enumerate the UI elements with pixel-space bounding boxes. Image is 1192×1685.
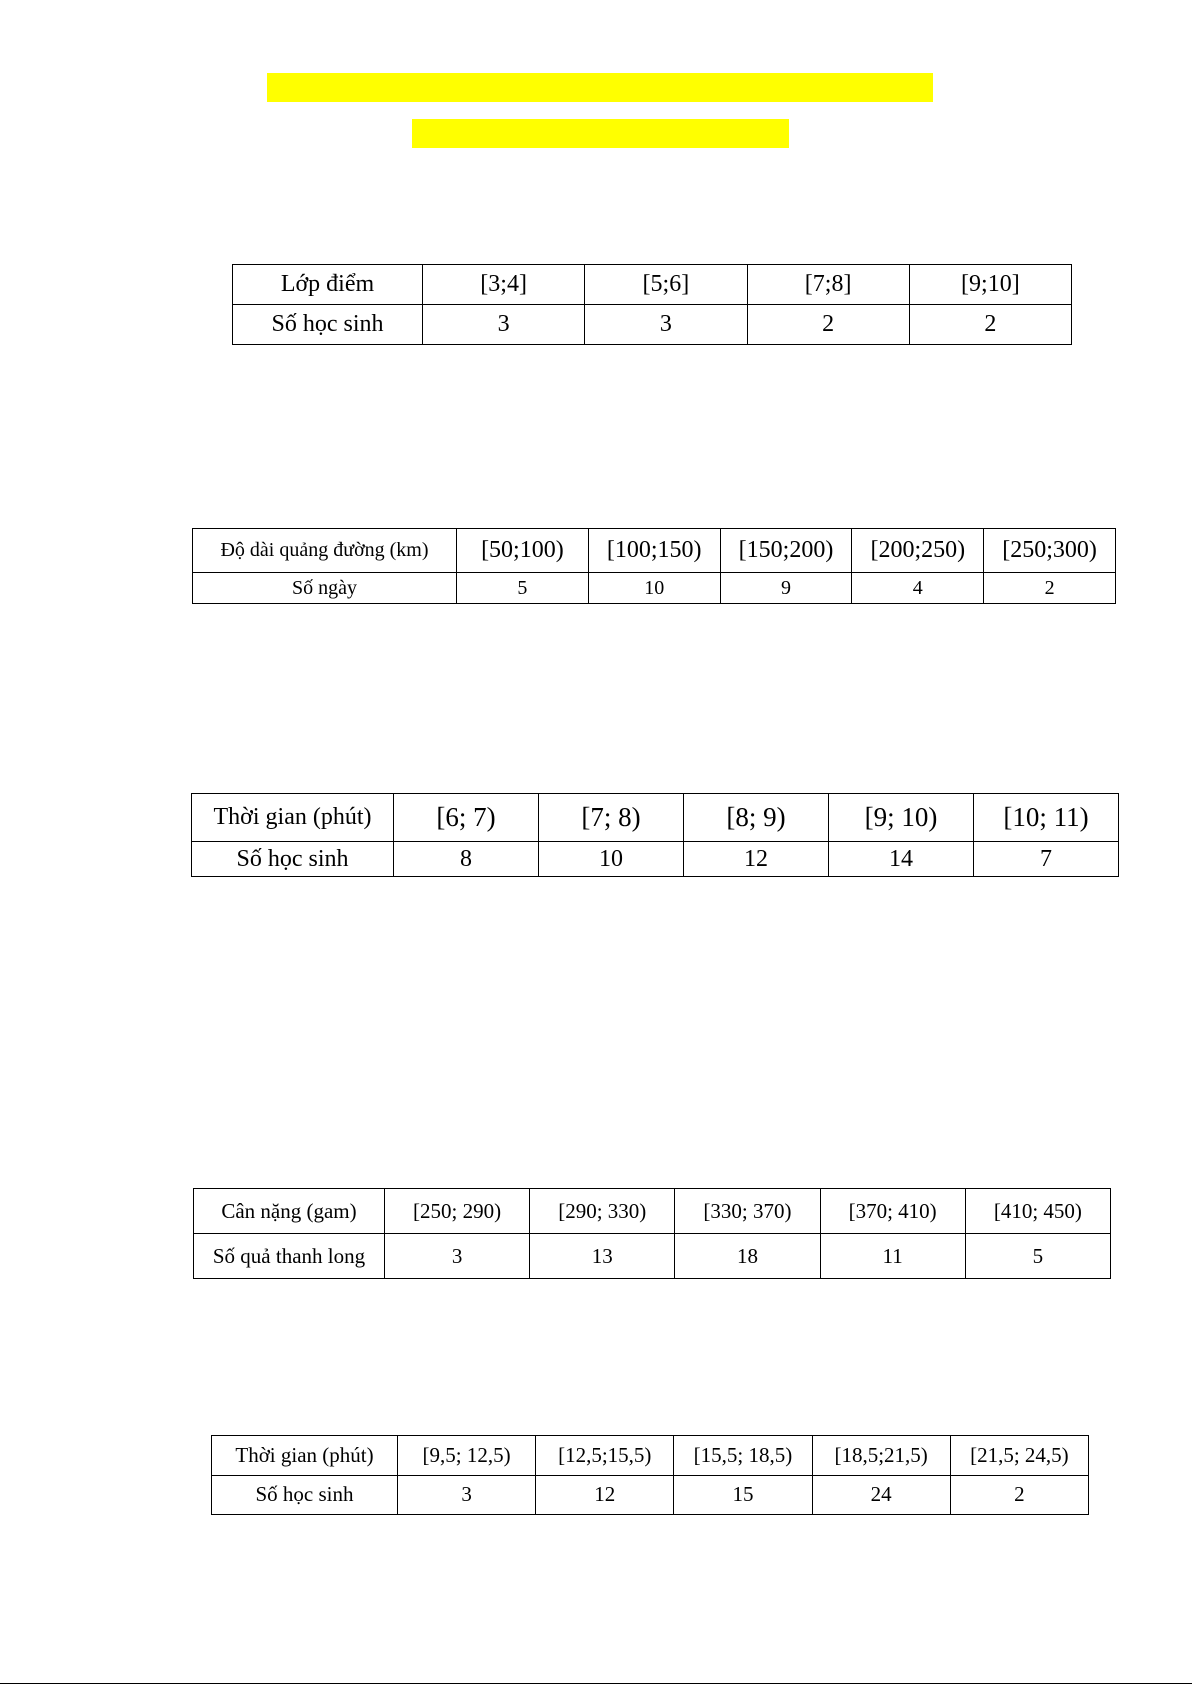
header-label-cell: Thời gian (phút) xyxy=(212,1436,398,1476)
count-cell: 10 xyxy=(588,573,720,604)
count-cell: 9 xyxy=(720,573,852,604)
count-cell: 24 xyxy=(812,1475,950,1515)
count-cell: 12 xyxy=(536,1475,674,1515)
row-label-cell: Số học sinh xyxy=(192,842,394,877)
count-cell: 4 xyxy=(852,573,984,604)
count-cell: 7 xyxy=(974,842,1119,877)
count-cell: 2 xyxy=(950,1475,1088,1515)
interval-cell: [290; 330) xyxy=(530,1189,675,1234)
interval-cell: [200;250) xyxy=(852,529,984,573)
interval-cell: [150;200) xyxy=(720,529,852,573)
header-label-cell: Thời gian (phút) xyxy=(192,794,394,842)
interval-cell: [50;100) xyxy=(457,529,589,573)
table-value-row xyxy=(233,305,1072,345)
row-label-cell: Số quả thanh long xyxy=(194,1234,385,1279)
header-label-cell: Cân nặng (gam) xyxy=(194,1189,385,1234)
highlighted-subtitle-bar xyxy=(412,119,789,148)
interval-cell: [15,5; 18,5) xyxy=(674,1436,812,1476)
interval-cell: [370; 410) xyxy=(820,1189,965,1234)
interval-cell: [330; 370) xyxy=(675,1189,820,1234)
interval-cell: [8; 9) xyxy=(684,794,829,842)
interval-cell: [6; 7) xyxy=(394,794,539,842)
frequency-table-1 xyxy=(232,264,1072,345)
interval-cell: [7; 8) xyxy=(539,794,684,842)
frequency-table-3 xyxy=(191,793,1119,877)
row-label-cell: Số học sinh xyxy=(233,305,423,345)
count-cell: 8 xyxy=(394,842,539,877)
header-label-cell: Độ dài quảng đường (km) xyxy=(193,529,457,573)
table-header-row xyxy=(233,265,1072,305)
interval-cell: [250; 290) xyxy=(385,1189,530,1234)
table-header-row xyxy=(193,529,1116,573)
table-header-row xyxy=(192,794,1119,842)
interval-cell: [100;150) xyxy=(588,529,720,573)
interval-cell: [18,5;21,5) xyxy=(812,1436,950,1476)
interval-cell: [9;10] xyxy=(909,265,1071,305)
row-label-cell: Số học sinh xyxy=(212,1475,398,1515)
count-cell: 15 xyxy=(674,1475,812,1515)
count-cell: 3 xyxy=(585,305,747,345)
table-header-row xyxy=(194,1189,1111,1234)
interval-cell: [3;4] xyxy=(423,265,585,305)
interval-cell: [10; 11) xyxy=(974,794,1119,842)
count-cell: 2 xyxy=(984,573,1116,604)
count-cell: 3 xyxy=(423,305,585,345)
table-value-row xyxy=(193,573,1116,604)
count-cell: 2 xyxy=(909,305,1071,345)
interval-cell: [250;300) xyxy=(984,529,1116,573)
page-bottom-rule xyxy=(0,1683,1192,1684)
count-cell: 10 xyxy=(539,842,684,877)
count-cell: 13 xyxy=(530,1234,675,1279)
interval-cell: [410; 450) xyxy=(965,1189,1110,1234)
table-value-row xyxy=(194,1234,1111,1279)
count-cell: 3 xyxy=(398,1475,536,1515)
count-cell: 2 xyxy=(747,305,909,345)
count-cell: 11 xyxy=(820,1234,965,1279)
count-cell: 18 xyxy=(675,1234,820,1279)
row-label-cell: Số ngày xyxy=(193,573,457,604)
count-cell: 5 xyxy=(457,573,589,604)
highlighted-title-bar xyxy=(267,73,933,102)
interval-cell: [21,5; 24,5) xyxy=(950,1436,1088,1476)
header-label-cell: Lớp điểm xyxy=(233,265,423,305)
count-cell: 3 xyxy=(385,1234,530,1279)
frequency-table-5 xyxy=(211,1435,1089,1515)
count-cell: 14 xyxy=(829,842,974,877)
table-value-row xyxy=(212,1475,1089,1515)
interval-cell: [9,5; 12,5) xyxy=(398,1436,536,1476)
count-cell: 5 xyxy=(965,1234,1110,1279)
interval-cell: [5;6] xyxy=(585,265,747,305)
count-cell: 12 xyxy=(684,842,829,877)
interval-cell: [9; 10) xyxy=(829,794,974,842)
table-value-row xyxy=(192,842,1119,877)
frequency-table-2 xyxy=(192,528,1116,604)
interval-cell: [12,5;15,5) xyxy=(536,1436,674,1476)
frequency-table-4 xyxy=(193,1188,1111,1279)
interval-cell: [7;8] xyxy=(747,265,909,305)
table-header-row xyxy=(212,1436,1089,1476)
